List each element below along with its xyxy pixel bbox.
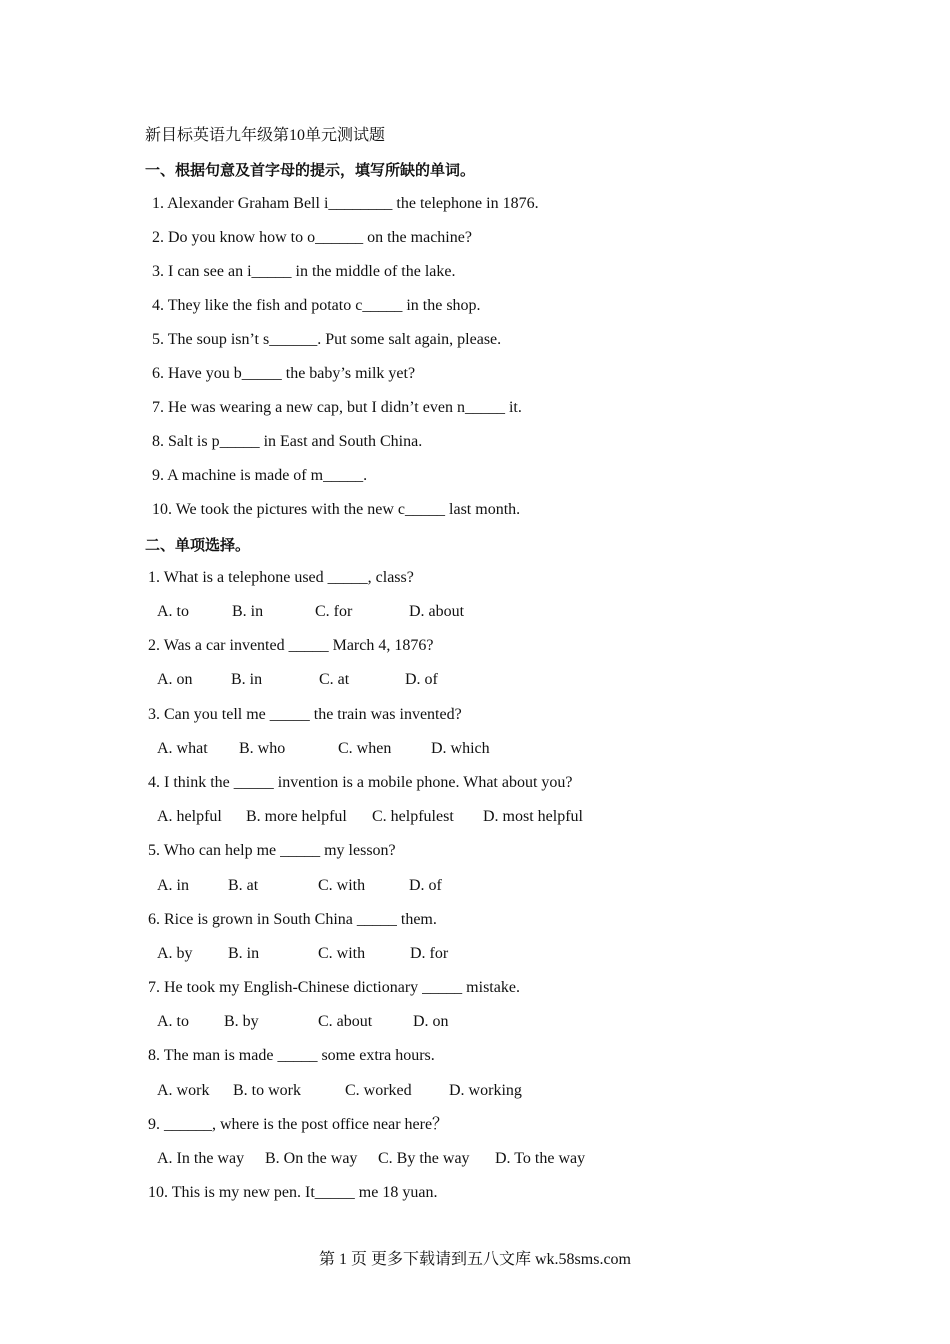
option-d: D. on [413, 1013, 449, 1030]
option-c: C. when [338, 740, 392, 757]
page-footer: 第 1 页 更多下载请到五八文库 wk.58sms.com [318, 1251, 631, 1268]
section2-heading: 二、单项选择。 [145, 536, 251, 554]
option-c: C. with [318, 877, 366, 894]
option-c: C. worked [345, 1082, 412, 1099]
option-c: C. for [315, 603, 353, 620]
question-text: 4. I think the _____ invention is a mobile phone. What about you? [148, 774, 573, 791]
option-c: C. at [319, 671, 350, 688]
question-text: 3. Can you tell me _____ the train was invented? [148, 706, 462, 723]
option-c: C. By the way [378, 1150, 470, 1167]
option-d: D. of [409, 877, 442, 894]
option-d: D. for [410, 945, 449, 962]
fill-item: 4. They like the fish and potato c_____ in the shop. [152, 297, 481, 314]
fill-item: 10. We took the pictures with the new c_____ last month. [152, 501, 521, 518]
option-c: C. helpfulest [372, 808, 454, 825]
option-a: A. work [157, 1082, 210, 1099]
option-c: C. about [318, 1013, 373, 1030]
option-c: C. with [318, 945, 366, 962]
option-a: A. by [157, 945, 193, 962]
option-d: D. about [409, 603, 465, 620]
question-text: 9. ______, where is the post office near here？ [148, 1116, 449, 1133]
fill-item: 9. A machine is made of m_____. [152, 467, 368, 484]
option-a: A. In the way [157, 1150, 245, 1167]
fill-item: 8. Salt is p_____ in East and South China. [152, 433, 423, 450]
option-b: B. in [231, 671, 263, 688]
fill-item: 5. The soup isn’t s______. Put some salt again, please. [152, 331, 502, 348]
option-d: D. which [431, 740, 490, 757]
option-d: D. of [405, 671, 438, 688]
option-b: B. who [239, 740, 286, 757]
option-a: A. on [157, 671, 193, 688]
option-a: A. helpful [157, 808, 222, 825]
page-title: 新目标英语九年级第10单元测试题 [145, 127, 386, 144]
option-b: B. by [224, 1013, 259, 1030]
question-text: 10. This is my new pen. It_____ me 18 yuan. [148, 1184, 438, 1201]
question-text: 2. Was a car invented _____ March 4, 1876? [148, 637, 434, 654]
option-b: B. On the way [265, 1150, 358, 1167]
option-b: B. in [228, 945, 260, 962]
option-a: A. to [157, 1013, 189, 1030]
option-d: D. working [449, 1082, 522, 1099]
option-a: A. to [157, 603, 189, 620]
fill-item: 6. Have you b_____ the baby’s milk yet? [152, 365, 416, 382]
question-text: 7. He took my English-Chinese dictionary _____ mistake. [148, 979, 520, 996]
question-text: 1. What is a telephone used _____, class? [148, 569, 414, 586]
option-a: A. what [157, 740, 208, 757]
option-b: B. at [228, 877, 259, 894]
option-a: A. in [157, 877, 189, 894]
fill-item: 3. I can see an i_____ in the middle of the lake. [152, 263, 456, 280]
section1-heading: 一、根据句意及首字母的提示，填写所缺的单词。 [145, 161, 476, 179]
question-text: 5. Who can help me _____ my lesson? [148, 842, 396, 859]
question-text: 8. The man is made _____ some extra hours. [148, 1047, 435, 1064]
option-b: B. more helpful [246, 808, 347, 825]
option-d: D. most helpful [483, 808, 583, 825]
option-b: B. to work [233, 1082, 301, 1099]
fill-item: 2. Do you know how to o______ on the machine? [152, 229, 472, 246]
question-text: 6. Rice is grown in South China _____ them. [148, 911, 437, 928]
fill-item: 1. Alexander Graham Bell i________ the telephone in 1876. [152, 195, 539, 212]
fill-item: 7. He was wearing a new cap, but I didn’t even n_____ it. [152, 399, 522, 416]
option-b: B. in [232, 603, 264, 620]
option-d: D. To the way [495, 1150, 586, 1167]
